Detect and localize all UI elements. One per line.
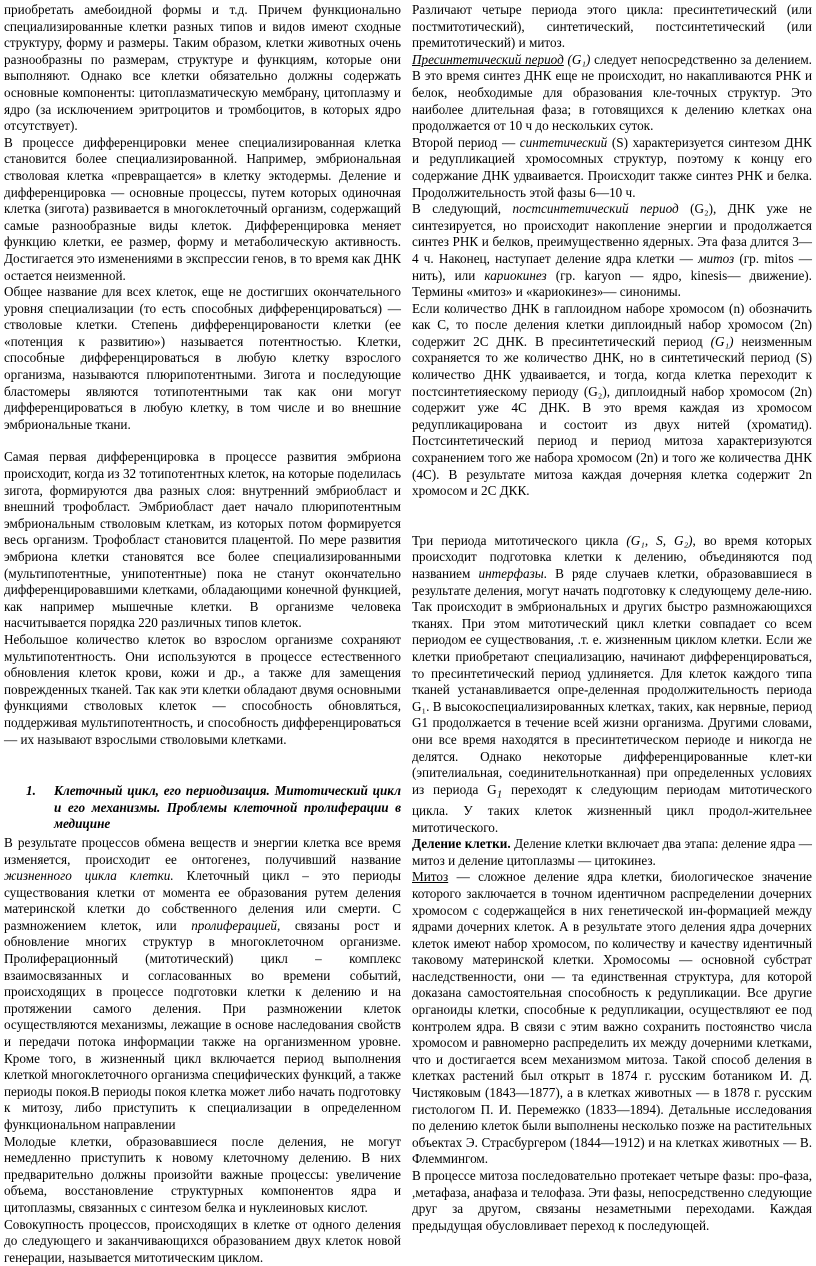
left-column [4, 2, 401, 1266]
term-mitosis-underlined: Митоз [412, 869, 449, 885]
term-synthetic: синтетический [519, 134, 608, 150]
term-life-cycle: жизненного цикла клетки. [4, 868, 174, 884]
section-number: 1. [26, 783, 36, 799]
term-proliferation: пролиферацией, [191, 917, 281, 933]
right-column [412, 2, 812, 1234]
term-presynthetic: Пресинтетический период [412, 51, 564, 67]
paragraph-young-cells: Молодые клетки, образовавшиеся после деления, не могут немедленно приступить к новому клеточному делению. В них предварительно должны произойти важные процессы: увеличение объема, восстановление структурных компонентов ядра и цитоплазмы, связанных с синтезом белка и нуклеиновых кислот. [4, 1133, 401, 1215]
paragraph-mitosis-phases: В процессе митоза последовательно протекает четыре фазы: про-фаза, ,метафаза, анафаза и телофаза. Эти фазы, непосредственно следующие друг за другом, связаны незаметными переходами. Каждая предыдущая обусловливает переход к последующей. [412, 1168, 812, 1233]
term-cell-division: Деление клетки. [412, 836, 511, 852]
paragraph-stem-cells: Общее название для всех клеток, еще не достигших окончательного уровня специализации (то есть способных дифференцироваться) — стволовые клетки. Степень дифференцированости клетки (ее «потенция к развитию») называется потентностью. Клетки, способные дифференцироваться в любую клетку взрослого организма, называются плюрипотентными. Зигота и последующие бластомеры являются тотипотентными так как они могут дифференцироваться в любую клетку, в том числе и во внешние эмбриональные ткани. [4, 284, 401, 432]
paragraph-cell-structure: приобретать амебоидной формы и т.д. Причем функционально специализированные клетки разных типов и видов имеют сходные структуру, форму и размеры. Таким образом, клетки животных очень разнообразны по размерам, структуре и функциям, которые они выполняют. Однако все клетки обязательно должны содержать основные компоненты: цитоплазматическую мембрану, цитоплазму и ядро (за исключением эритроцитов и тромбоцитов, в которых ядро отсутствует). [4, 2, 401, 134]
term-interphase: интерфазы [478, 566, 544, 581]
term-postsynthetic: постсинтетический период [512, 201, 679, 217]
paragraph-presynthetic: Пресинтетический период (G₁) следует непосредственно за делением. В это время синтез ДНК еще не происходит, но накапливаются РНК и белок, необходимые для образования кле-точных структур. Это наиболее длительная фаза; в готовящихся к делению клетках она продолжается от 10 ч до нескольких суток. [412, 51, 812, 134]
paragraph-adult-stem-cells: Небольшое количество клеток во взрослом организме сохраняют мультипотентность. Они используются в процессе естественного обновления клеток крови, кожи и др., а также для замещения поврежденных тканей. Так как эти клетки обладают двумя основными функциями стволовых клеток — способность обновляться, поддерживая мультипотентность, и способность дифференцироваться — их называют взрослыми стволовыми клетками. [4, 631, 401, 747]
paragraph-four-periods: Различают четыре периода этого цикла: пресинтетический (или постмитотический), синтетический, постсинтетический (или премитотический) и митоз. [412, 2, 812, 51]
paragraph-cell-division: Деление клетки. Деление клетки включает два этапа: деление ядра — митоз и деление цитоплазмы — цитокинез. [412, 836, 812, 868]
term-karyokinesis: кариокинез [484, 267, 547, 283]
paragraph-postsynthetic: В следующий, постсинтетический период (G₂), ДНК уже не синтезируется, но происходит накопление энергии и продолжается синтез РНК и белков, преимущественно ядерных. Эта фаза длится 3—4 ч. Наконец, наступает деление ядра клетки — митоз (гр. mitos — нить), или кариокинез (гр. karyon — ядро, kinesis— движение). Термины «митоз» и «кариокинез»— синонимы. [412, 201, 813, 300]
section-title: Клеточный цикл, его периодизация. Митотический цикл и его механизмы. Проблемы клеточной пролиферации в медицине [54, 783, 401, 832]
paragraph-dna-content: Если количество ДНК в гаплоидном наборе хромосом (n) обозначить как С, то после деления клетки диплоидный набор хромосом (2n) содержит 2С ДНК. В пресинтетический период (G₁) неизменным сохраняется то же количество ДНК, но в синтетический период (S) количество ДНК удваивается, и тогда, когда клетка переходит к постсинтетияескому периоду (G₂), диплоидный набор хромосом (2n) содержит уже 4С ДНК. В это время каждая из хромосом редупликацирована и состоит из двух нитей (хроматид). Постсинтетический период и период митоза характеризуются сохранением того же набора хромосом (2n) и того же количества ДНК (4С). В результате митоза каждая дочерняя клетка содержит 2n хромосом и 2С ДКК. [412, 300, 812, 499]
paragraph-mitosis: Митоз — сложное деление ядра клетки, биологическое значение которого заключается в точном идентичном распределении дочерних хромосом с содержащейся в них генетической ин-формацией между ядрами дочерних клеток. А в результате этого деления ядра дочерних клеток имеют набор хромосом, по количеству и качеству идентичный таковому материнской клетки. Хромосомы — основной субстрат наследственности, они — та единственная структура, для которой доказана самостоятельная способность к редупликации. Все другие органоиды клетки, способные к редупликации, осуществляют ее под контролем ядра. В связи с этим важно сохранить постоянство числа хромосом и равномерно распределить их между дочерними клетками, что и достигается всем механизмом митоза. Такой способ деления в клетках растений был открыт в 1874 г. русским ботаником И. Д. Чистяковым (1843—1877), а в клетках животных — в 1878 г. русским гистологом П. И. Перемежко (1833—1894). Детальные исследования по делению клеток были выполнены несколько позже на растительных объектах Э. Страсбургером (1844—1912) и на клетках животных — В. Флеммингом. [412, 869, 812, 1167]
paragraph-life-cycle: В результате процессов обмена веществ и энергии клетка все время изменяется, происходит ее онтогенез, получивший название жизненного цикла клетки. Клеточный цикл – это периоды существования клетки от момента ее образования рутем деления материнской клетки до собственного деления или смерти. С размножением клеток, или пролиферацией, связаны рост и обновление многих структур в многоклеточном организме. Пролиферационный (митотический) цикл – комплекс взаимосвязанных и согласованных во времени событий, происходящих в процессе подготовки клетки к делению и на протяжении самого деления. При размножении клеток осуществляются механизмы, лежащие в основе наследования свойств и передачи потока информации также на организменном уровне. Кроме того, в жизненный цикл включается период выполнения клеткой многоклеточного организма специфических функций, а также периоды покоя.В периоды покоя клетка может либо начать подготовку к митозу, либо приступить к специализации в определенном функциональном направлении [4, 834, 401, 1132]
paragraph-synthetic: Второй период — синтетический (S) характеризуется синтезом ДНК и редупликацией хромосомных структур, поэтому к концу его содержание ДНК удваивается. Происходит также синтез РНК и белка. Продолжительность этой фазы 6—10 ч. [412, 134, 812, 200]
paragraph-embryo-differentiation: Самая первая дифференцировка в процессе развития эмбриона происходит, когда из 32 тотипотентных клеток, на которые поделилась зигота, формируются два разных слоя: внутренний эмбриобласт и внешний трофобласт. Эмбриобласт дает начало плюрипотентным эмбриональным стволовым клеткам, из которых потом формируется весь организм. Трофобласт становится плацентой. По мере развития эмбриона клетки становятся все более специализированными (мультипотентные, унипотентные) пока не станут окончательно дифференцировавшими клетками, обладающими конечной функцией, как например мышечные клетки. В организме человека насчитывается порядка 220 различных типов клеток. [4, 449, 401, 631]
section-heading [4, 783, 401, 833]
term-mitosis: митоз [698, 250, 735, 266]
paragraph-interphase: Три периода митотического цикла (G₁, S, G₂), во время которых происходит подготовка клетки к делению, объединяются под названием интерфазы. В ряде случаев клетки, образовавшиеся в результате деления, могут начать подготовку к следующему деле-нию. Так происходит в эмбриональных и других быстро размножающихся тканях. При этом митотический цикл клетки совпадает со всем периодом ее существования, .т. е. жизненным циклом клетки. Если же клетки приобретают специализацию, начинают дифференцироваться, то пресинтетический период удлиняется. Для клеток каждого типа тканей устанавливается опре-деленная продолжительность периода G₁. В высокоспециализированных клетках, таких, как нервные, период G1 продолжается в течение всей жизни организма. Другими словами, они все время находятся в пресинтетическом периоде и никогда не делятся. Однако некоторые дифференцированные клет-ки (эпителиальная, соединительнотканная) при определенных условиях из периода $G_1$ переходят к следующим периодам митотического цикла. У таких клеток жизненный цикл продол-жительнее митотического. [412, 532, 813, 835]
paragraph-differentiation: В процессе дифференцировки менее специализированная клетка становится более специализированной. Например, эмбриональная стволовая клетка «превращается» в клетку эктодермы. Деление и дифференцировка — основные процессы, путем которых одиночная клетка (зигота) развивается в многоклеточный организм, содержащий самые разнообразные виды клеток. Дифференцировка меняет функцию клетки, ее размер, форму и метаболическую активность. Достигается это изменениями в экспрессии генов, в то время как ДНК остается неизменной. [4, 134, 401, 283]
paragraph-mitotic-cycle-definition: Совокупность процессов, происходящих в клетке от одного деления до следующего и заканчивающихся образованием двух клеток новой генерации, называется митотическим циклом. [4, 1216, 401, 1265]
